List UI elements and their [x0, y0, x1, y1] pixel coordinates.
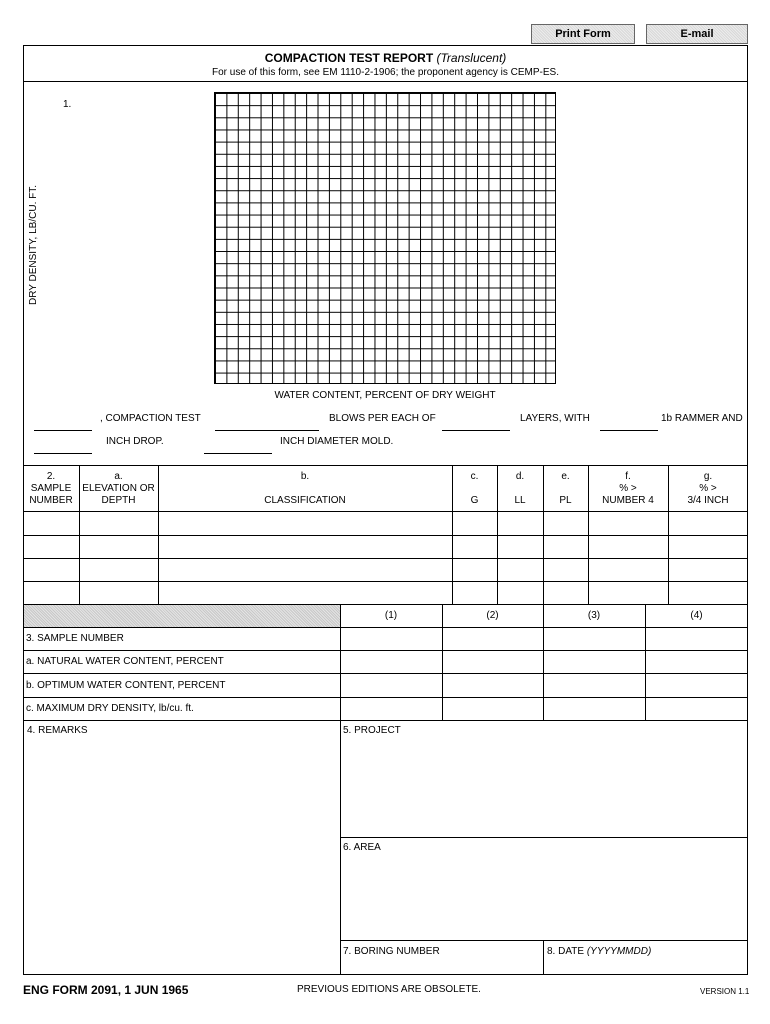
form-title-italic: (Translucent): [436, 51, 507, 65]
class-table-row[interactable]: [23, 559, 748, 581]
rammer-label: 1b RAMMER AND: [661, 413, 743, 424]
project-field[interactable]: [341, 738, 747, 836]
class-table-row[interactable]: [23, 582, 748, 604]
project-label: 5. PROJECT: [343, 725, 401, 736]
form-number: ENG FORM 2091, 1 JUN 1965: [23, 983, 189, 997]
results-col-1: (1): [384, 610, 398, 621]
remarks-field[interactable]: [24, 738, 339, 974]
row-sample-number: 3. SAMPLE NUMBER: [26, 633, 124, 644]
date-format: (YYYYMMDD): [586, 946, 652, 957]
date-label: 8. DATE (YYYYMMDD): [547, 946, 652, 957]
form-title-block: [23, 51, 748, 65]
chart-y-axis-label: DRY DENSITY, LB/CU. FT.: [28, 184, 39, 306]
mold-label: INCH DIAMETER MOLD.: [280, 436, 394, 447]
boring-number-label: 7. BORING NUMBER: [343, 946, 440, 957]
compaction-test-label: , COMPACTION TEST: [100, 413, 201, 424]
results-col-2: (2): [486, 610, 499, 621]
area-field[interactable]: [341, 855, 747, 939]
area-label: 6. AREA: [343, 842, 381, 853]
blows-label: BLOWS PER EACH OF: [329, 413, 436, 424]
chart-item-number: 1.: [63, 99, 72, 110]
results-col-4: (4): [690, 610, 703, 621]
print-form-button[interactable]: Print Form: [531, 24, 635, 44]
chart-grid[interactable]: [214, 92, 556, 384]
layers-field[interactable]: [442, 430, 510, 431]
drop-field[interactable]: [34, 453, 92, 454]
obsolete-notice: PREVIOUS EDITIONS ARE OBSOLETE.: [297, 984, 481, 995]
layers-label: LAYERS, WITH: [520, 413, 590, 424]
class-table-row[interactable]: [23, 536, 748, 558]
form-subtitle: For use of this form, see EM 1110-2-1906; the proponent agency is CEMP-ES.: [211, 67, 560, 78]
row-natural-water: a. NATURAL WATER CONTENT, PERCENT: [26, 656, 224, 667]
row-max-dry-density: c. MAXIMUM DRY DENSITY, lb/cu. ft.: [26, 703, 194, 714]
form-title: COMPACTION TEST REPORT: [264, 51, 434, 65]
email-button[interactable]: E-mail: [646, 24, 748, 44]
results-table-shaded-corner: [24, 605, 340, 627]
test-name-field[interactable]: [34, 430, 92, 431]
version-label: VERSION 1.1: [700, 987, 750, 996]
chart-x-axis-label: WATER CONTENT, PERCENT OF DRY WEIGHT: [274, 390, 496, 401]
rammer-weight-field[interactable]: [600, 430, 658, 431]
mold-diameter-field[interactable]: [204, 453, 272, 454]
blows-field[interactable]: [215, 430, 319, 431]
remarks-label: 4. REMARKS: [27, 725, 88, 736]
results-col-3: (3): [587, 610, 601, 621]
inch-drop-label: INCH DROP.: [106, 436, 164, 447]
class-table-row[interactable]: [23, 512, 748, 535]
row-optimum-water: b. OPTIMUM WATER CONTENT, PERCENT: [26, 680, 226, 691]
